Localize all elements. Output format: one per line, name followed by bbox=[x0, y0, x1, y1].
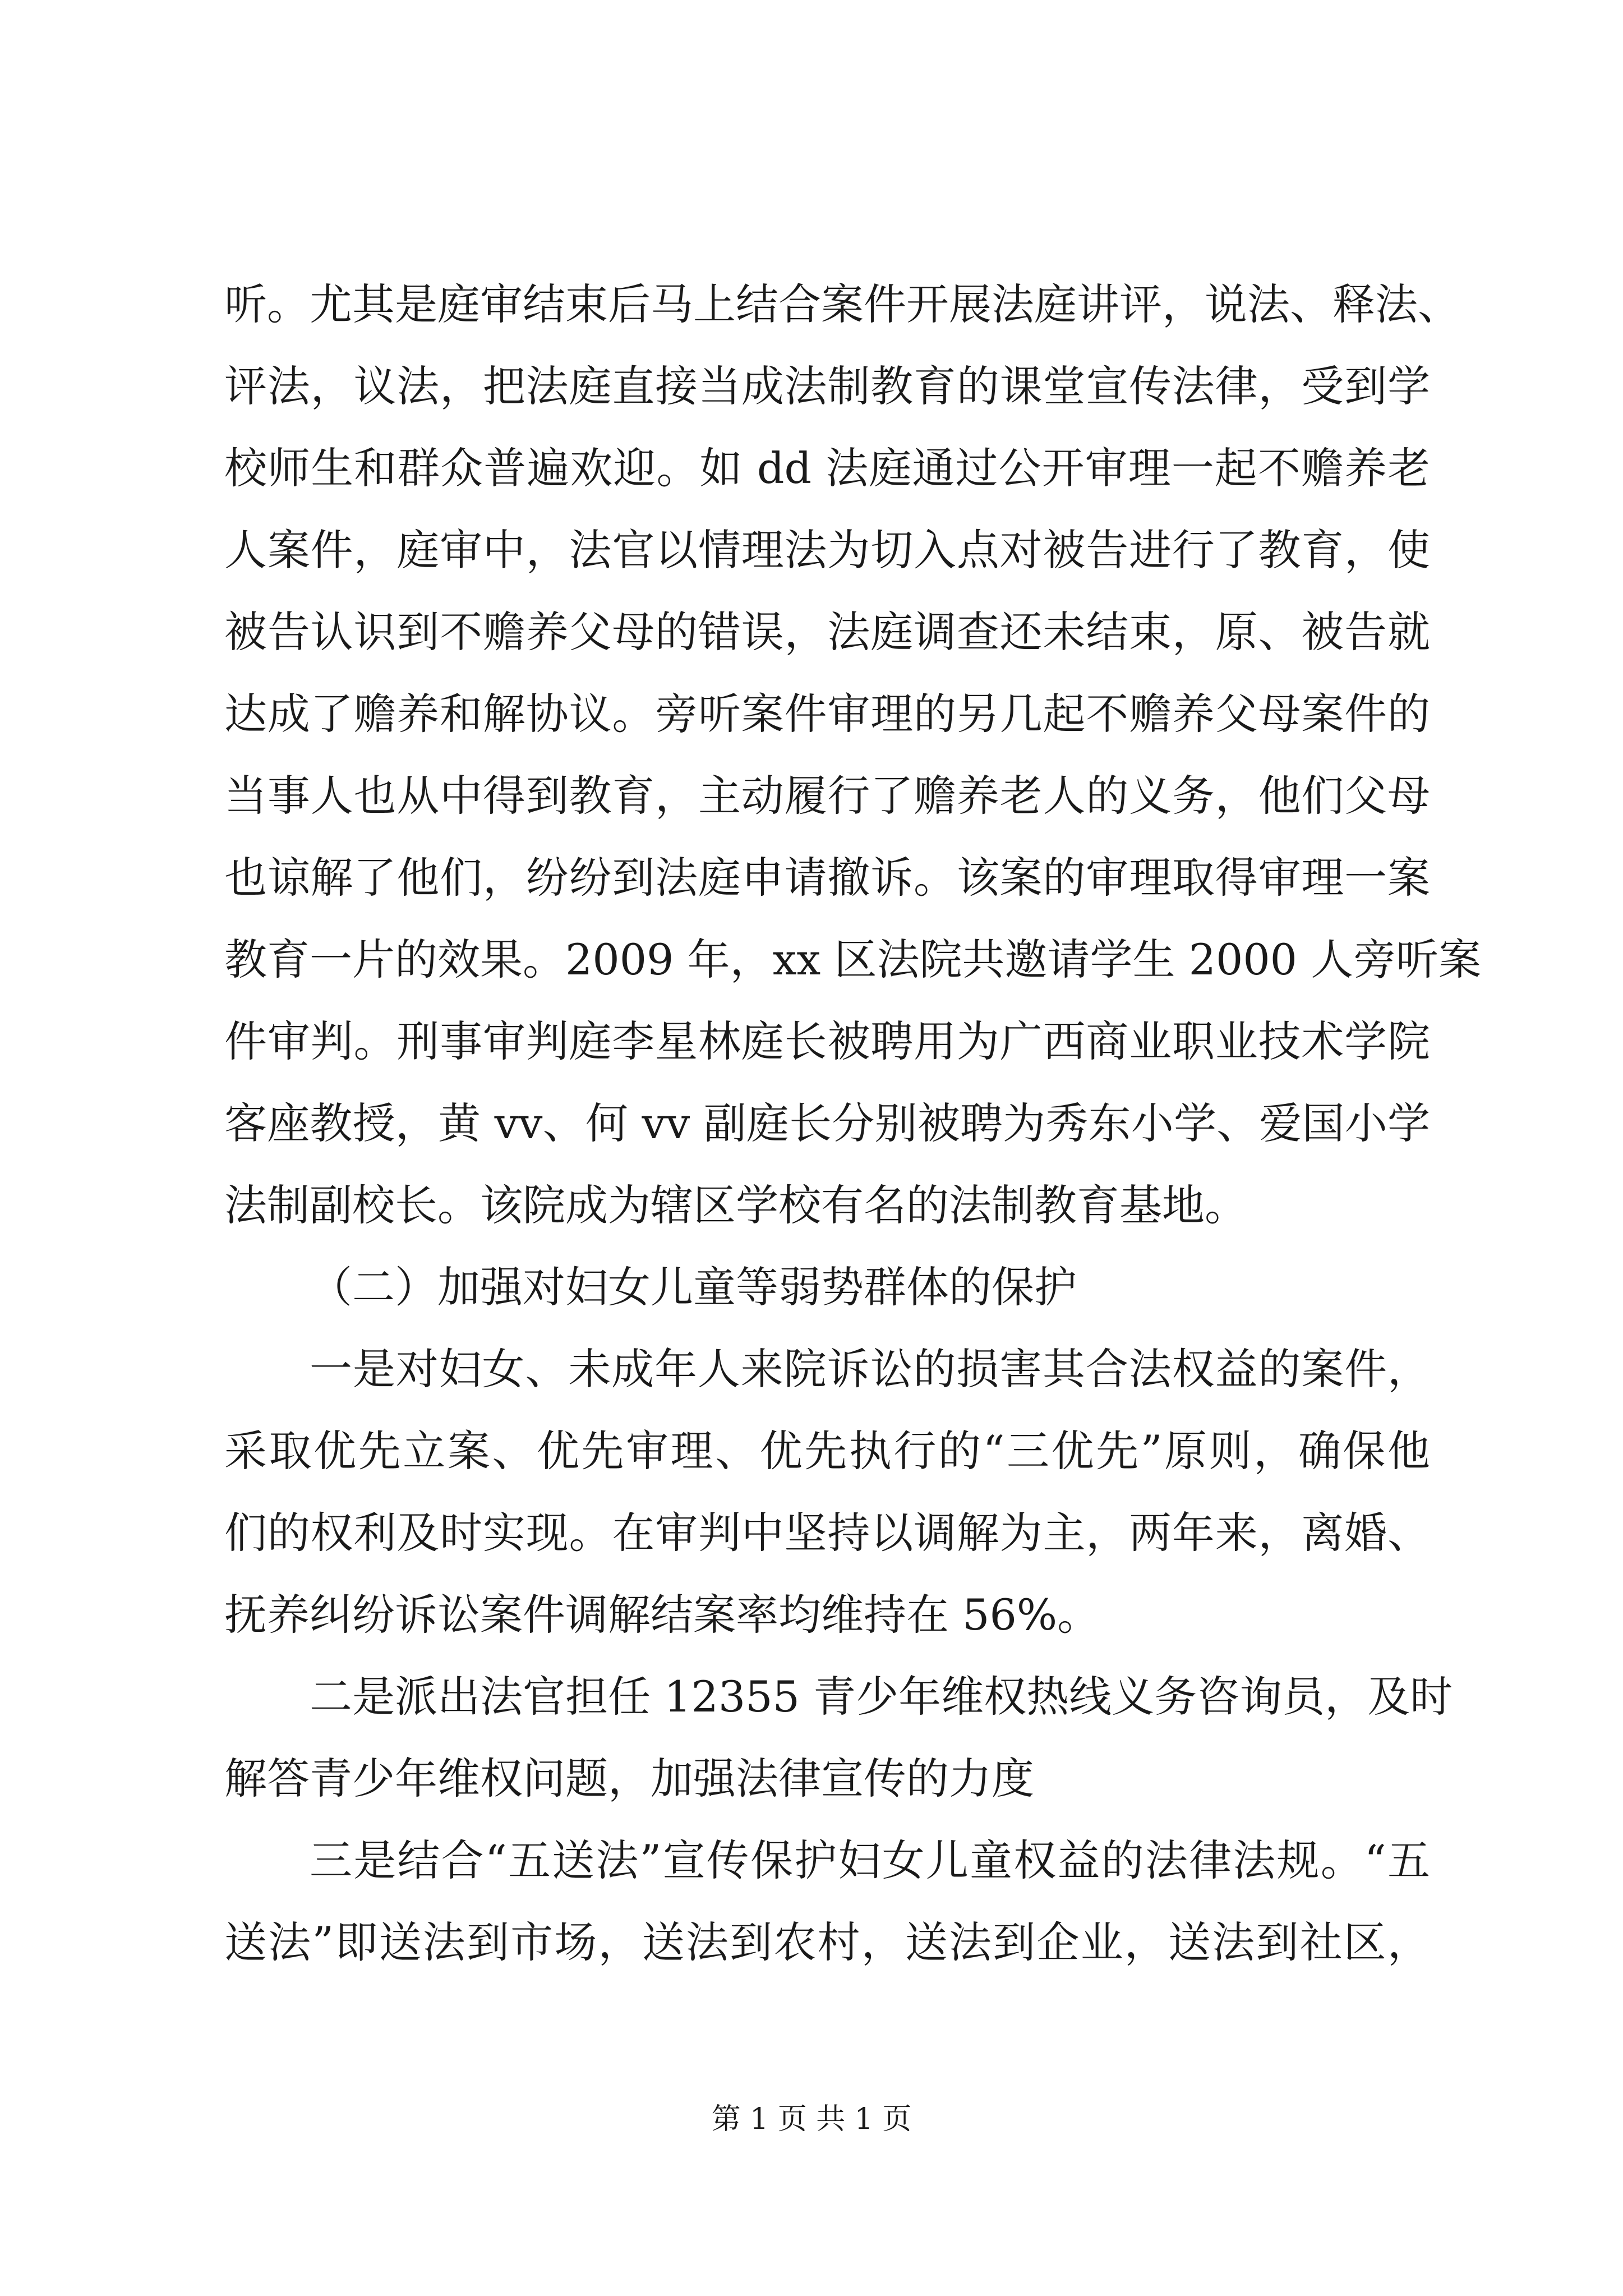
text-line: 三是结合“五送法”宣传保护妇女儿童权益的法律法规。“五 bbox=[310, 1835, 1430, 1885]
text-line: 送法”即送法到市场，送法到农村，送法到企业，送法到社区， bbox=[224, 1917, 1430, 1967]
text-line: 达成了赡养和解协议。旁听案件审理的另几起不赡养父母案件的 bbox=[224, 689, 1430, 739]
text-line: 二是派出法官担任 12355 青少年维权热线义务咨询员，及时 bbox=[310, 1672, 1453, 1722]
page-number: 第 1 页 共 1 页 bbox=[711, 2102, 912, 2136]
text-line: 一是对妇女、未成年人来院诉讼的损害其合法权益的案件， bbox=[310, 1344, 1430, 1394]
text-line: 件审判。刑事审判庭李星林庭长被聘用为广西商业职业技术学院 bbox=[224, 1016, 1430, 1066]
document-body bbox=[224, 264, 1482, 1984]
text-line: 客座教授，黄 vv、何 vv 副庭长分别被聘为秀东小学、爱国小学 bbox=[224, 1098, 1430, 1148]
text-line: 听。尤其是庭审结束后马上结合案件开展法庭讲评，说法、释法、 bbox=[224, 279, 1460, 329]
text-line: 也谅解了他们，纷纷到法庭申请撤诉。该案的审理取得审理一案 bbox=[224, 853, 1430, 903]
text-line: 们的权利及时实现。在审判中坚持以调解为主，两年来，离婚、 bbox=[224, 1508, 1430, 1558]
text-line: 采取优先立案、优先审理、优先执行的“三优先”原则，确保他 bbox=[224, 1426, 1430, 1476]
text-line: 法制副校长。该院成为辖区学校有名的法制教育基地。 bbox=[224, 1180, 1247, 1230]
text-line: 当事人也从中得到教育，主动履行了赡养老人的义务，他们父母 bbox=[224, 771, 1430, 821]
text-line: 评法，议法，把法庭直接当成法制教育的课堂宣传法律，受到学 bbox=[224, 361, 1430, 411]
text-line: 校师生和群众普遍欢迎。如 dd 法庭通过公开审理一起不赡养老 bbox=[224, 443, 1430, 493]
text-line: 抚养纠纷诉讼案件调解结案率均维持在 56%。 bbox=[224, 1590, 1100, 1640]
text-line: 人案件，庭审中，法官以情理法为切入点对被告进行了教育，使 bbox=[224, 525, 1430, 575]
text-line: 教育一片的效果。2009 年，xx 区法院共邀请学生 2000 人旁听案 bbox=[224, 935, 1482, 984]
section-heading: （二）加强对妇女儿童等弱势群体的保护 bbox=[310, 1262, 1077, 1312]
text-line: 解答青少年维权问题，加强法律宣传的力度 bbox=[224, 1754, 1034, 1803]
text-line: 被告认识到不赡养父母的错误，法庭调查还未结束，原、被告就 bbox=[224, 607, 1430, 657]
